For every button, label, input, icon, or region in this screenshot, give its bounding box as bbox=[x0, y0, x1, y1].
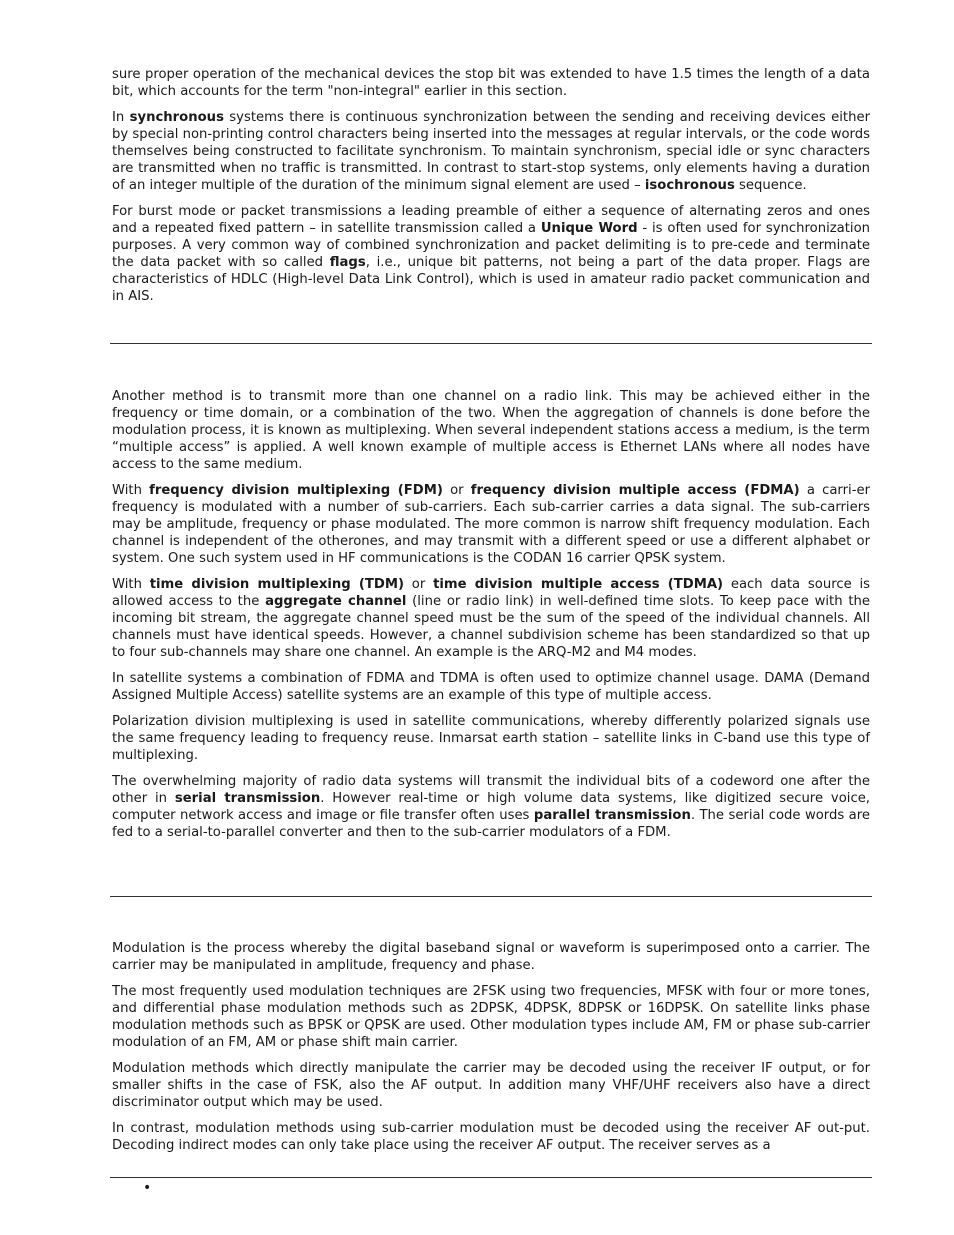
paragraph-text: or bbox=[442, 483, 471, 498]
bold-term: Unique Word bbox=[540, 221, 638, 236]
section-rule-2 bbox=[110, 896, 872, 897]
paragraph-text: (line or radio link) in well-defined time slots. To keep pace with the incoming bit stream, the aggregate channel speed must be the sum of the speed of the individual channels. All channels must have identical speeds. However, a channel subdivision scheme has been standardized so that up to four sub-channels may share one channel. An example is the ARQ-M2 and M4 modes. bbox=[112, 594, 870, 660]
modulation-section bbox=[112, 940, 870, 1163]
bold-term: time division multiple access (TDMA) bbox=[433, 577, 724, 592]
paragraph-text: With bbox=[112, 577, 150, 592]
top-paragraph bbox=[112, 203, 870, 305]
bold-term: parallel transmission bbox=[533, 808, 691, 823]
footer-rule bbox=[110, 1177, 872, 1178]
paragraph-text: . The serial code words are fed to a serial-to-parallel converter and then to the sub-carrier modulators of a FDM. bbox=[112, 808, 870, 840]
modulation-paragraph bbox=[112, 983, 870, 1051]
paragraph-text: For burst mode or packet transmissions a leading preamble of either a sequence of alternating zeros and ones and a repeated fixed pattern – in satellite transmission called a bbox=[112, 204, 870, 236]
multiplexing-paragraph bbox=[112, 482, 870, 567]
multiplexing-paragraph bbox=[112, 713, 870, 764]
modulation-paragraph bbox=[112, 1060, 870, 1111]
bold-term: frequency division multiple access (FDMA) bbox=[470, 483, 800, 498]
paragraph-text: In contrast, modulation methods using sub-carrier modulation must be decoded using the receiver AF out-put. Decoding indirect modes can only take place using the receiver AF output. The receiver serves as a bbox=[112, 1121, 870, 1153]
bold-term: flags bbox=[329, 255, 366, 270]
section-rule-1 bbox=[110, 343, 872, 344]
bold-term: frequency division multiplexing (FDM) bbox=[149, 483, 443, 498]
paragraph-text: - is often used for synchronization purposes. A very common way of combined synchronization and packet delimiting is to pre-cede and terminate the data packet with so called bbox=[112, 221, 870, 270]
paragraph-text: The overwhelming majority of radio data systems will transmit the individual bits of a codeword one after the other in bbox=[112, 774, 870, 806]
paragraph-text: Another method is to transmit more than one channel on a radio link. This may be achieved either in the frequency or time domain, or a combination of the two. When the aggregation of channels is done before the modulation process, it is known as multiplexing. When several independent stations access a medium, is the term “multiple access” is applied. A well known example of multiple access is Ethernet LANs where all nodes have access to the same medium. bbox=[112, 389, 870, 472]
paragraph-text: or bbox=[404, 577, 434, 592]
bold-term: aggregate channel bbox=[265, 594, 407, 609]
paragraph-text: , i.e., unique bit patterns, not being a part of the data proper. Flags are characteristics of HDLC (High-level Data Link Control), which is used in amateur radio packet communication and in AIS. bbox=[112, 255, 870, 304]
paragraph-text: sure proper operation of the mechanical devices the stop bit was extended to have 1.5 times the length of a data bit, which accounts for the term "non-integral" earlier in this section. bbox=[112, 67, 870, 99]
paragraph-text: systems there is continuous synchronization between the sending and receiving devices either by special non-printing control characters being inserted into the messages at regular intervals, or the code words themselves being constructed to facilitate synchronism. To maintain synchronism, special idle or sync characters are transmitted when no traffic is transmitted. In contrast to start-stop systems, only elements having a duration of an integer multiple of the duration of the minimum signal element are used – bbox=[112, 110, 870, 193]
paragraph-text: With bbox=[112, 483, 150, 498]
paragraph-text: Modulation methods which directly manipulate the carrier may be decoded using the receiver IF output, or for smaller shifts in the case of FSK, also the AF output. In addition many VHF/UHF receivers also have a direct discriminator output which may be used. bbox=[112, 1061, 870, 1110]
modulation-paragraph bbox=[112, 1120, 870, 1154]
paragraph-text: . However real-time or high volume data systems, like digitized secure voice, computer network access and image or file transfer often uses bbox=[112, 791, 870, 823]
footer-bullet: • bbox=[143, 1180, 152, 1196]
paragraph-text: sequence. bbox=[734, 178, 807, 193]
paragraph-text: a carri-er frequency is modulated with a number of sub-carriers. Each sub-carrier carries a data signal. The sub-carriers may be amplitude, frequency or phase modulated. The more common is narrow shift frequency modulation. Each channel is independent of the otherones, and may transmit with a different speed or use a different alphabet or system. One such system used in HF communications is the CODAN 16 carrier QPSK system. bbox=[112, 483, 871, 566]
paragraph-text: each data source is allowed access to the bbox=[112, 577, 871, 609]
paragraph-text: Modulation is the process whereby the digital baseband signal or waveform is superimposed onto a carrier. The carrier may be manipulated in amplitude, frequency and phase. bbox=[112, 941, 870, 973]
bold-term: time division multiplexing (TDM) bbox=[149, 577, 405, 592]
multiplexing-paragraph bbox=[112, 670, 870, 704]
multiplexing-paragraph bbox=[112, 388, 870, 473]
top-section bbox=[112, 66, 870, 314]
multiplexing-paragraph bbox=[112, 773, 870, 841]
paragraph-text: Polarization division multiplexing is used in satellite communications, whereby differently polarized signals use the same frequency leading to frequency reuse. Inmarsat earth station – satellite links in C-band use this type of multiplexing. bbox=[112, 714, 870, 763]
bold-term: serial transmission bbox=[174, 791, 321, 806]
modulation-paragraph bbox=[112, 940, 870, 974]
bold-term: isochronous bbox=[644, 178, 735, 193]
multiplexing-section bbox=[112, 388, 870, 850]
top-paragraph bbox=[112, 109, 870, 194]
paragraph-text: In bbox=[112, 110, 130, 125]
bold-term: synchronous bbox=[129, 110, 224, 125]
paragraph-text: In satellite systems a combination of FDMA and TDMA is often used to optimize channel usage. DAMA (Demand Assigned Multiple Access) satellite systems are an example of this type of multiple access. bbox=[112, 671, 870, 703]
top-paragraph bbox=[112, 66, 870, 100]
paragraph-text: The most frequently used modulation techniques are 2FSK using two frequencies, MFSK with four or more tones, and differential phase modulation methods such as 2DPSK, 4DPSK, 8DPSK or 16DPSK. On satellite links phase modulation methods such as BPSK or QPSK are used. Other modulation types include AM, FM or phase sub-carrier modulation of an FM, AM or phase shift main carrier. bbox=[112, 984, 870, 1050]
multiplexing-paragraph bbox=[112, 576, 870, 661]
